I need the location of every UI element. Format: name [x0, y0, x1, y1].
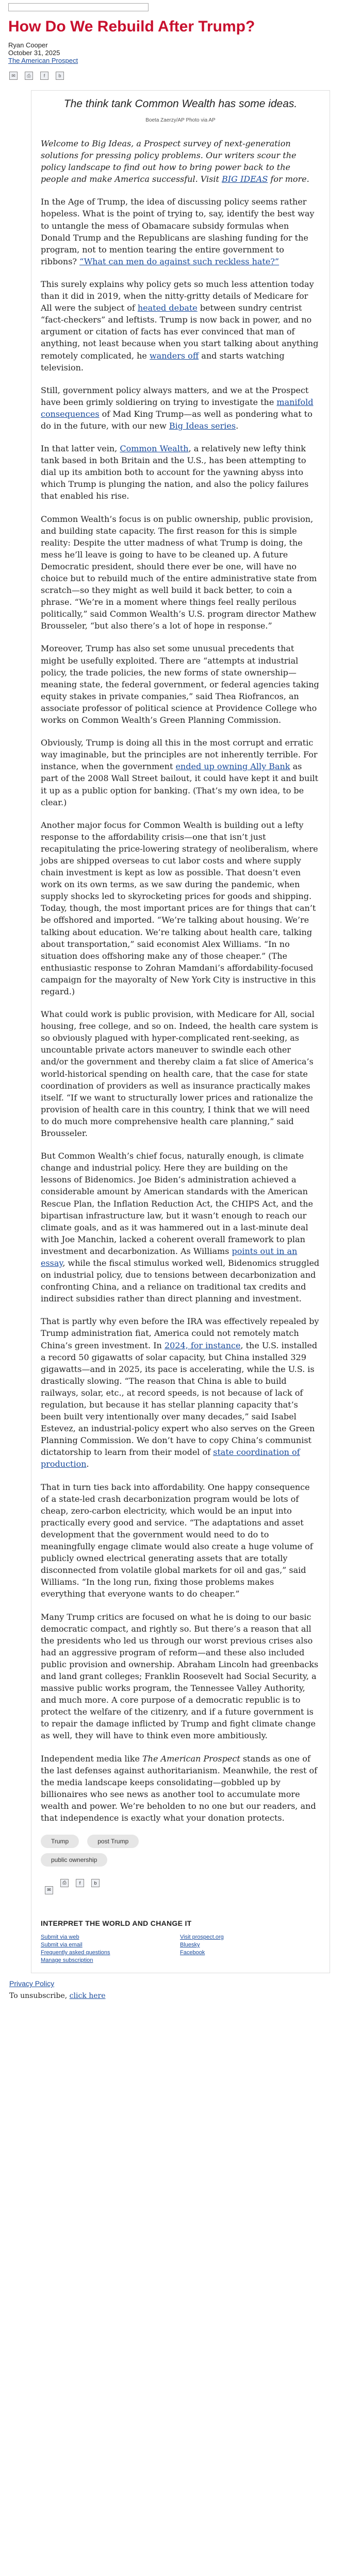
visit-prospect-link[interactable]: Visit prospect.org: [180, 1934, 224, 1941]
unsubscribe-row: [9, 1992, 354, 2000]
body-paragraph: [41, 737, 320, 808]
paragraph-text: , while the fiscal stimulus worked well, Bidenomics struggled on industrial policy, due to tensions between decarbonization and confronting China, and a reliance on traditional tax credits and indirect subsidies rather than direct planning and investment.: [41, 1258, 320, 1304]
paragraph-text: This surely explains why policy gets so much less attention today than it did in 2019, when the nitty-gritty details of Medicare for All were the subject of: [41, 279, 314, 313]
paragraph-text: stands as one of the last defenses against authoritarianism. Meanwhile, the rest of the media landscape keeps consolidating—gobbled up by billionaires who see news as another tool to accumulate more wealth and power. We’re beholden to no one but our readers, and that independence is exactly what your donation protects.: [41, 1753, 318, 1823]
paragraph-text: That in turn ties back into affordability. One happy consequence of a state-led crash decarbonization program would be lots of cheap, zero-carbon electricity, which would be an input into practically every good and service. “The adaptations and asset development that the government would need to do to meaningfully engage climate would also create a huge volume of publicly owned electrical generating assets that are totally disconnected from volatile global markets for oil and gas,” said Williams. “In the long run, fixing those problems makes everything that everyone wants to do cheaper.”: [41, 1482, 313, 1599]
body-paragraph: [41, 513, 320, 632]
paragraph-text: In the Age of Trump, the idea of discussing policy seems rather hopeless. What is the point of trying to, say, identify the best way to untangle the mess of Obamacare subsidy formulas when Donald Trump and the Republicans are slashing funding for the program, not to mention tearing the entire government to ribbons?: [41, 197, 315, 266]
footer-heading: INTERPRET THE WORLD AND CHANGE IT: [41, 1919, 192, 1928]
print-icon[interactable]: ⎙: [60, 1879, 69, 1887]
body-paragraph: [41, 384, 320, 432]
body-paragraph: [41, 642, 320, 726]
article-title: How Do We Rebuild After Trump?: [8, 18, 255, 35]
intro-paragraph: [41, 138, 320, 185]
body-paragraph: [41, 196, 320, 267]
body-paragraph: [41, 1611, 320, 1742]
paragraph-text: Common Wealth’s focus is on public ownership, public provision, and building state capacity. The first reason for this is simple reality: Despite the utter madness of what Trump is doing, the mess he’ll leave is going to have to be cleaned up. A future Democratic president, should there ever be one, will have no choice but to rebuild much of the entire administrative state from scratch—so they might as well build it back better, to coin a phrase. “We’re in a moment where things feel really perilous politically,” said Common Wealth’s U.S. program director Mathew Brousseler, “but also there’s a lot of hope in response.”: [41, 514, 317, 631]
author: Ryan Cooper: [8, 41, 48, 49]
body-paragraph: [41, 1008, 320, 1139]
article-dek: The think tank Common Wealth has some ideas.: [63, 98, 298, 110]
paragraph-text: That is partly why even before the IRA was effectively repealed by Trump administration fiat, America could not remotely match China’s green investment. In: [41, 1316, 319, 1350]
paragraph-text: , a relatively new lefty think tank based in both Britain and the U.S., has been attempting to dial up its ambition both to account for the yawning abyss into which Trump is plunging the nation, and also the policy failures that enabled his rise.: [41, 444, 309, 501]
bluesky-icon[interactable]: b: [91, 1879, 100, 1887]
unsubscribe-link[interactable]: click here: [69, 1992, 106, 2001]
share-bar-bottom: [43, 1879, 320, 1905]
print-icon[interactable]: ⎙: [25, 72, 33, 80]
inline-link[interactable]: Common Wealth: [120, 444, 189, 454]
inline-link[interactable]: points out in an essay: [41, 1246, 298, 1268]
mail-icon[interactable]: ✉: [45, 1886, 53, 1894]
paragraph-text: and starts watching television.: [41, 350, 285, 372]
inline-link[interactable]: state coordination of production: [41, 1447, 300, 1469]
privacy-row: [9, 1979, 354, 1988]
footer-columns: [41, 1934, 320, 1964]
paragraph-text: Still, government policy always matters, and we at the Prospect have been grimly soldiering on trying to investigate the: [41, 385, 309, 407]
intro-after: for more.: [268, 174, 309, 184]
publication-name: The American Prospect: [142, 1753, 240, 1764]
bluesky-link[interactable]: Bluesky: [180, 1942, 200, 1948]
inline-link[interactable]: manifold consequences: [41, 397, 314, 419]
date: October 31, 2025: [8, 49, 60, 57]
intro-text: Welcome to Big Ideas, a Prospect survey of next-generation solutions for pressing policy problems. Our writers scour the policy landscape to find out how to bring power back to the people and make America successful. Visit: [41, 139, 297, 184]
paragraph-text: In that latter vein,: [41, 444, 120, 454]
inline-link[interactable]: ended up owning Ally Bank: [175, 761, 290, 772]
body-paragraph: [41, 1753, 320, 1824]
footer-col-1: [41, 1934, 180, 1964]
tag-public-ownership[interactable]: public ownership: [41, 1853, 107, 1867]
paragraph-text: What could work is public provision, with Medicare for All, social housing, free college, and so on. Indeed, the health care system is so obviously plagued with hyper-complicated rent-seeking, as uncountable private actors maneuver to swindle each other and/or the government and thereby claim a fat slice of America’s world-historical spending on health care, that the case for state coordination of providers as well as insurance practically makes itself. “If we want to structurally lower prices and rationalize the provision of health care in this country, I think that we will need to do much more comprehensive health care planning,” said Brousseler.: [41, 1009, 318, 1139]
paragraph-text: Another major focus for Common Wealth is building out a lefty response to the affordability crisis—one that isn’t just recapitulating the price-lowering strategy of neoliberalism, where jobs are shipped overseas to cut labor costs and where supply chain investment is kept as low as possible. That doesn’t even work on its own terms, as we saw during the pandemic, when supply shocks led to skyrocketing prices for goods and shipping. Today, though, the most important prices are for things that can’t be offshored and imported. “We’re talking about housing. We’re talking about education. We’re talking about health care, talking about transportation,” said economist Alex Williams. “In no situation does offshoring make any of those cheaper.” (The enthusiastic response to Zohran Mamdani’s affordability-focused campaign for the mayoralty of New York City is instructive in this regard.): [41, 820, 318, 996]
tag-post-trump[interactable]: post Trump: [87, 1835, 139, 1848]
article-body: [31, 138, 330, 1905]
inline-link[interactable]: heated debate: [137, 303, 198, 313]
manage-subscription-link[interactable]: Manage subscription: [41, 1957, 93, 1964]
article-card: [31, 90, 330, 1973]
paragraph-text: Independent media like: [41, 1753, 142, 1764]
newsletter-footer: [31, 1919, 330, 1973]
body-paragraph: [41, 443, 320, 502]
body-paragraph: [41, 1150, 320, 1304]
tag-trump[interactable]: Trump: [41, 1835, 79, 1848]
inline-link[interactable]: 2024, for instance: [164, 1340, 241, 1350]
page: [0, 3, 361, 2000]
facebook-icon[interactable]: f: [40, 72, 48, 80]
faq-link[interactable]: Frequently asked questions: [41, 1950, 110, 1956]
photo-credit: Boeta Zaerzy/AP Photo via AP: [145, 117, 216, 123]
mail-icon[interactable]: ✉: [9, 72, 18, 80]
body-paragraph: [41, 1481, 320, 1600]
paragraph-text: as part of the 2008 Wall Street bailout, it could have kept it and built it up as a public option for banking. (That’s my own idea, to be clear.): [41, 761, 318, 807]
bluesky-icon[interactable]: b: [56, 72, 64, 80]
header-bar: [8, 3, 149, 11]
paragraph-text: of Mad King Trump—as well as pondering what to do in the future, with our new: [41, 409, 313, 431]
paragraph-text: between sundry centrist “fact-checkers” and leftists. Trump is now back in power, and no argument or citation of facts has ever convinced that man of anything, not least because when you start talking about anything remotely complicated, he: [41, 303, 319, 361]
body-paragraph: [41, 1315, 320, 1470]
facebook-link[interactable]: Facebook: [180, 1950, 205, 1956]
inline-link[interactable]: Big Ideas series: [169, 420, 236, 431]
body-paragraph: [41, 278, 320, 374]
paragraph-text: Many Trump critics are focused on what he is doing to our basic democratic compact, and rightly so. But there’s a reason that all the presidents who led us through our worst previous crises also had an aggressive program of reform—and these also included public provision and ownership. Abraham Lincoln had greenbacks and land grant colleges; Franklin Roosevelt had Social Security, a massive public works program, the Tennessee Valley Authority, and much more. A core purpose of a democratic republic is to protect the welfare of the citizenry, and if a future government is to repair the damage inflicted by Trump and fight climate change as well, they will have to think even more ambitiously.: [41, 1612, 319, 1741]
inline-link[interactable]: wanders off: [149, 350, 199, 361]
share-bar-top: [9, 72, 354, 80]
paragraph-list: [41, 196, 320, 1824]
body-paragraph: [41, 819, 320, 997]
tag-list: [41, 1835, 195, 1867]
facebook-icon[interactable]: f: [76, 1879, 84, 1887]
submit-email-link[interactable]: Submit via email: [41, 1942, 83, 1948]
publication-link[interactable]: The American Prospect: [8, 57, 78, 64]
inline-link[interactable]: “What can men do against such reckless hate?”: [79, 256, 280, 266]
submit-web-link[interactable]: Submit via web: [41, 1934, 79, 1941]
paragraph-text: .: [236, 420, 239, 431]
big-ideas-link[interactable]: BIG IDEAS: [222, 174, 268, 184]
privacy-policy-link[interactable]: Privacy Policy: [9, 1979, 55, 1988]
paragraph-text: But Common Wealth’s chief focus, naturally enough, is climate change and industrial policy. Here they are building on the lessons of Bidenomics. Joe Biden’s administration achieved a considerable amount by American standards with the American Rescue Plan, the Inflation Reduction Act, the CHIPS Act, and the bipartisan infrastructure law, but it wasn’t enough to reach our climate goals, and as it was hammered out in a last-minute deal with Joe Manchin, lacked a coherent overall framework to plan investment and decarbonization. As Williams: [41, 1151, 313, 1256]
paragraph-text: , the U.S. installed a record 50 gigawatts of solar capacity, but China installed 329 gigawatts—and in 2025, its pace is accelerating, while the U.S. is drastically slowing. “The reason that China is able to build railways, solar, etc., at record speeds, is not because of lack of regulation, but because it has stellar planning capacity that’s been built very intentionally over many decades,” said Isabel Estevez, an industrial-policy expert who also serves on the Green Planning Commission. We don’t have to copy China’s communist dictatorship to learn from their model of: [41, 1340, 318, 1458]
byline: [8, 41, 354, 64]
paragraph-text: Moreover, Trump has also set some unusual precedents that might be usefully exploited. There are “attempts at industrial policy, the trade policies, the new forms of state ownership—meaning state, the federal government, or federal agencies taking equity stakes in private companies,” said Thea Riofrancos, an associate professor of political science at Providence College who works on Common Wealth’s Green Planning Commission.: [41, 643, 319, 725]
unsubscribe-text: To unsubscribe,: [9, 1992, 70, 2001]
footer-col-2: [180, 1934, 319, 1964]
paragraph-text: Obviously, Trump is doing all this in the most corrupt and erratic way imaginable, but the principles are not inherently terrible. For instance, when the government: [41, 738, 318, 772]
paragraph-text: .: [86, 1459, 89, 1469]
